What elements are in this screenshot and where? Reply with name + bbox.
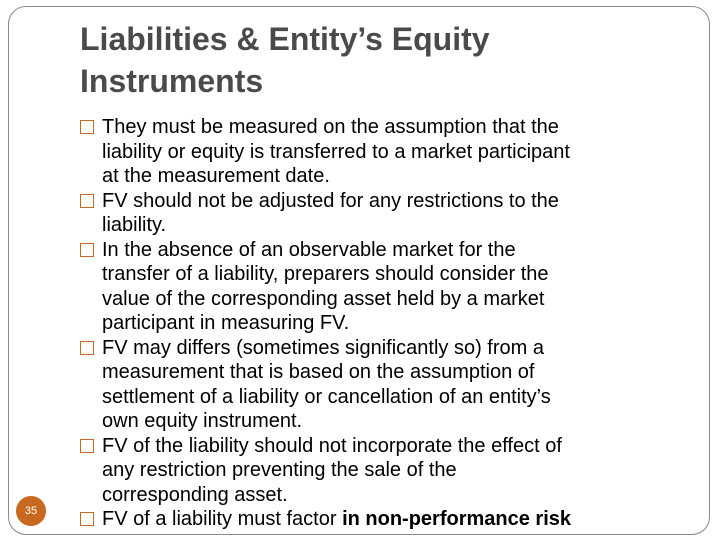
square-bullet-icon [80, 512, 94, 526]
bullet-text-line: any restriction preventing the sale of the [102, 459, 457, 481]
bullet-text-line: corresponding asset. [102, 483, 288, 506]
bullet-text-line: FV should not be adjusted for any restrictions to the [102, 189, 559, 212]
slide-number-badge: 35 [16, 496, 46, 526]
bullet-text-line: They must be measured on the assumption that the [102, 116, 559, 138]
square-bullet-icon [80, 243, 94, 257]
square-bullet-icon [80, 341, 94, 355]
slide-title-line: Instruments [80, 63, 264, 99]
bullet-item [80, 507, 690, 532]
square-bullet-icon [80, 194, 94, 208]
bullet-list [80, 115, 690, 532]
bullet-text-line [102, 507, 690, 532]
bullet-text-line: settlement of a liability or cancellation of an entity’s [102, 385, 551, 408]
bullet-item [80, 238, 690, 336]
bullet-text-line: measurement that is based on the assumption of [102, 361, 535, 383]
bullet-text-line: liability. [102, 214, 167, 236]
bullet-item [80, 189, 690, 238]
bullet-text-line: participant in measuring FV. [102, 312, 350, 334]
bullet-text-line: In the absence of an observable market for the [102, 238, 516, 261]
slide-title-line: Liabilities & Entity’s Equity [80, 21, 490, 57]
bullet-text-line: own equity instrument. [102, 410, 303, 432]
bullet-emphasis: in non-performance risk [342, 508, 572, 530]
bullet-item [80, 115, 690, 189]
bullet-text-line: value of the corresponding asset held by a market [102, 287, 545, 310]
bullet-text-line: transfer of a liability, preparers should consider the [102, 263, 549, 285]
bullet-item [80, 336, 690, 434]
bullet-text-line: FV of the liability should not incorporate the effect of [102, 434, 562, 457]
bullet-text: FV of a liability must factor [102, 508, 343, 530]
square-bullet-icon [80, 439, 94, 453]
square-bullet-icon [80, 120, 94, 134]
bullet-text-line: at the measurement date. [102, 165, 330, 187]
bullet-text-line: FV may differs (sometimes significantly so) from a [102, 336, 544, 359]
bullet-text-line: liability or equity is transferred to a market participant [102, 140, 570, 163]
bullet-item [80, 434, 690, 508]
slide-title [80, 18, 680, 102]
